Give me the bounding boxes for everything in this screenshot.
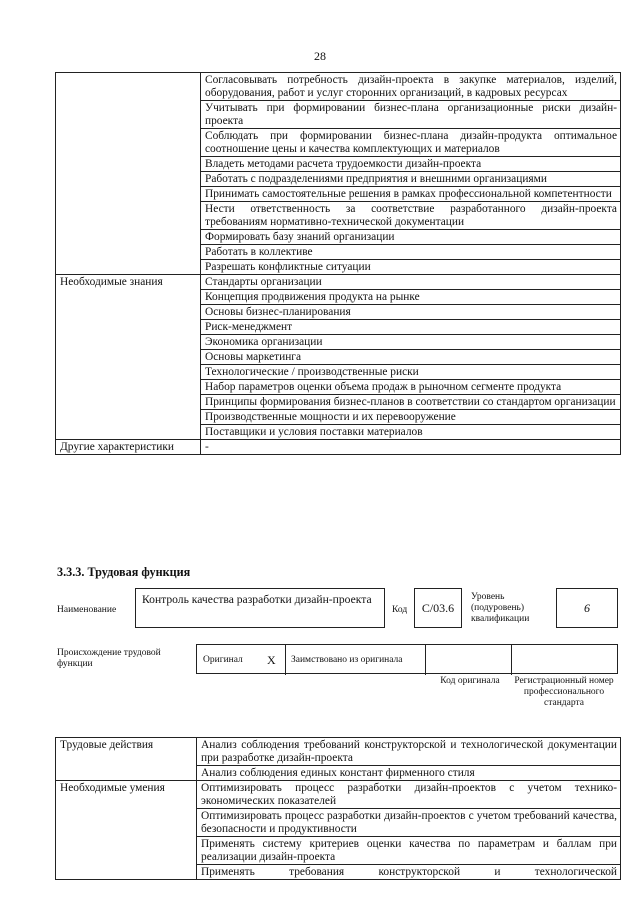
origin-table bbox=[196, 644, 618, 674]
level-value-box: 6 bbox=[556, 588, 618, 628]
table-label-cell: Другие характеристики bbox=[56, 440, 201, 455]
table-cell: Согласовывать потребность дизайн-проекта в закупке материалов, изделий, оборудования, работ и услуг сторонних организаций, в кадровых ресурсах bbox=[201, 73, 621, 101]
table-cell: Технологические / производственные риски bbox=[201, 365, 621, 380]
table-cell: Набор параметров оценки объема продаж в рыночном сегменте продукта bbox=[201, 380, 621, 395]
function-code-box: C/03.6 bbox=[414, 588, 462, 628]
table-cell: Производственные мощности и их перевооружение bbox=[201, 410, 621, 425]
code-original-caption: Код оригинала bbox=[440, 676, 500, 686]
table-cell: - bbox=[201, 440, 621, 455]
divider bbox=[285, 645, 286, 675]
divider bbox=[425, 645, 426, 675]
borrowed-label: Заимствовано из оригинала bbox=[291, 654, 403, 665]
table-cell: Нести ответственность за соответствие разработанного дизайн-проекта требованиям нормативно-технической документации bbox=[201, 202, 621, 230]
table-cell: Основы бизнес-планирования bbox=[201, 305, 621, 320]
reg-number-caption: Регистрационный номер профессионального стандарта bbox=[514, 676, 614, 708]
section-heading: 3.3.3. Трудовая функция bbox=[57, 565, 191, 579]
table-cell: Применять систему критериев оценки качества по параметрам и баллам при реализации дизайн-проекта bbox=[197, 837, 621, 865]
function-name-box: Контроль качества разработки дизайн-проекта bbox=[135, 588, 385, 628]
table-cell: Экономика организации bbox=[201, 335, 621, 350]
table-cell: Концепция продвижения продукта на рынке bbox=[201, 290, 621, 305]
table-cell: Формировать базу знаний организации bbox=[201, 230, 621, 245]
table-label-cell: Необходимые знания bbox=[56, 275, 201, 440]
table-cell: Риск-менеджмент bbox=[201, 320, 621, 335]
level-label: Уровень (подуровень) квалификации bbox=[471, 592, 530, 624]
page-number: 28 bbox=[314, 49, 326, 63]
name-label: Наименование bbox=[57, 604, 117, 615]
table-cell: Основы маркетинга bbox=[201, 350, 621, 365]
table-label-cell: Трудовые действия bbox=[56, 738, 197, 781]
requirements-table-top bbox=[55, 72, 621, 455]
table-cell: Поставщики и условия поставки материалов bbox=[201, 425, 621, 440]
table-cell: Принципы формирования бизнес-планов в соответствии со стандартом организации bbox=[201, 395, 621, 410]
origin-label: Происхождение трудовой функции bbox=[57, 648, 161, 669]
table-cell: Принимать самостоятельные решения в рамках профессиональной компетентности bbox=[201, 187, 621, 202]
table-cell: Соблюдать при формировании бизнес-плана дизайн-продукта оптимальное соотношение цены и качества комплектующих и материалов bbox=[201, 129, 621, 157]
table-cell: Работать в коллективе bbox=[201, 245, 621, 260]
original-mark: X bbox=[267, 652, 276, 667]
table-cell: Применять требования конструкторской и технологической bbox=[197, 865, 621, 880]
table-cell: Оптимизировать процесс разработки дизайн-проектов с учетом технико-экономических показателей bbox=[197, 781, 621, 809]
original-label: Оригинал bbox=[203, 654, 243, 665]
table-cell: Стандарты организации bbox=[201, 275, 621, 290]
table-cell: Оптимизировать процесс разработки дизайн-проектов с учетом требований качества, безопасности и продуктивности bbox=[197, 809, 621, 837]
table-label-cell bbox=[56, 73, 201, 275]
table-label-cell: Необходимые умения bbox=[56, 781, 197, 880]
requirements-table-bottom bbox=[55, 737, 621, 880]
divider bbox=[511, 645, 512, 675]
table-cell: Анализ соблюдения единых констант фирменного стиля bbox=[197, 766, 621, 781]
table-cell: Владеть методами расчета трудоемкости дизайн-проекта bbox=[201, 157, 621, 172]
table-cell: Учитывать при формировании бизнес-плана организационные риски дизайн-проекта bbox=[201, 101, 621, 129]
code-label: Код bbox=[392, 604, 408, 615]
table-cell: Разрешать конфликтные ситуации bbox=[201, 260, 621, 275]
table-cell: Работать с подразделениями предприятия и внешними организациями bbox=[201, 172, 621, 187]
table-cell: Анализ соблюдения требований конструкторской и технологической документации при разработке дизайн-проекта bbox=[197, 738, 621, 766]
